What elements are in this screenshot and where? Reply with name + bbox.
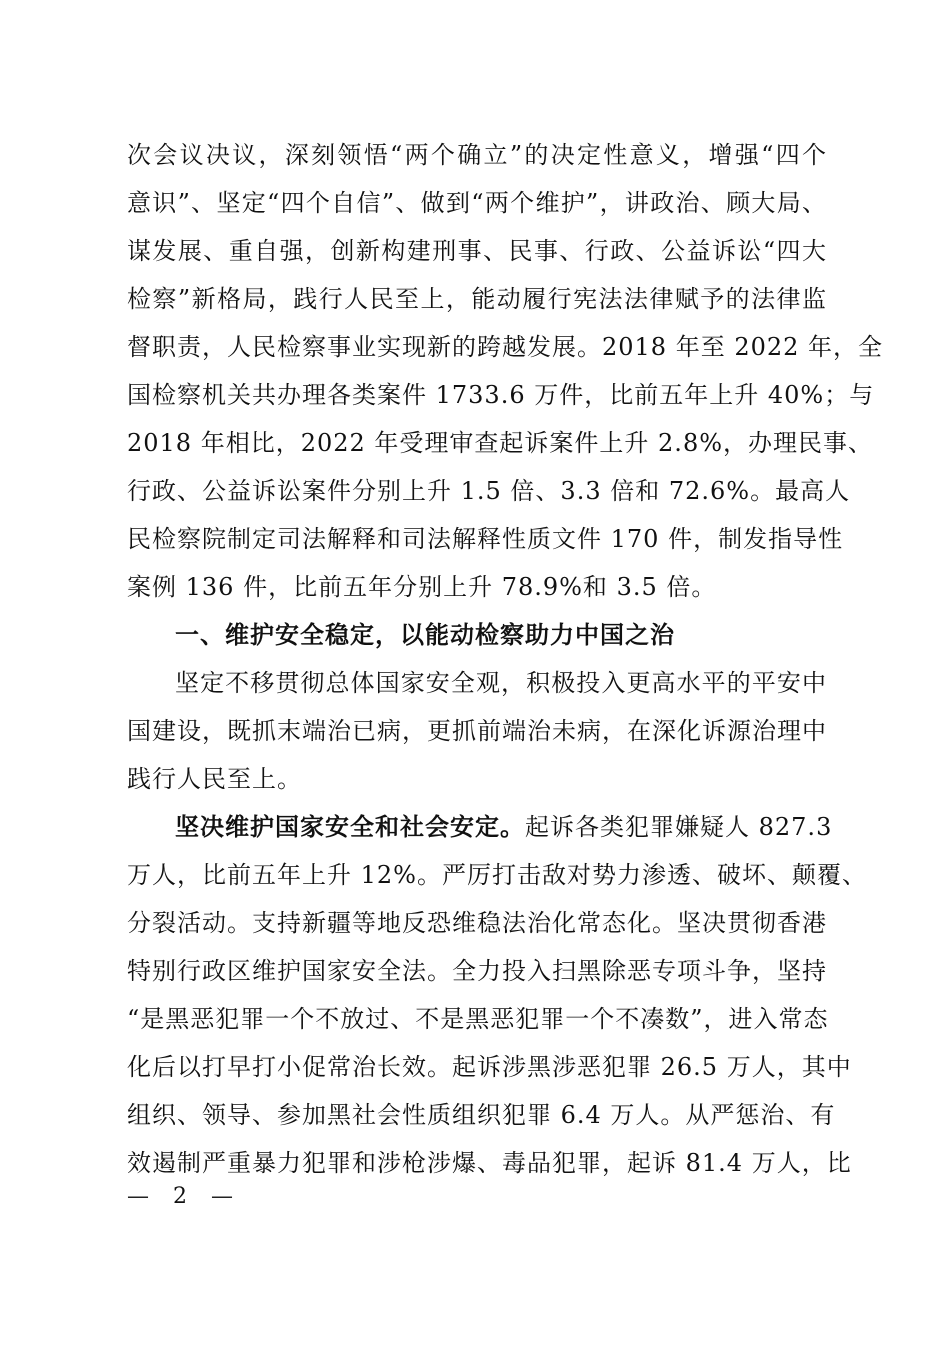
- text-line: 督职责，人民检察事业实现新的跨越发展。2018 年至 2022 年，全: [127, 333, 884, 361]
- text-line: 践行人民至上。: [127, 765, 302, 793]
- text-line-with-lead: [175, 803, 833, 851]
- text-line: 分裂活动。支持新疆等地反恐维稳法治化常态化。坚决贯彻香港: [127, 909, 827, 937]
- text-line: 特别行政区维护国家安全法。全力投入扫黑除恶专项斗争，坚持: [127, 957, 827, 985]
- text-line: 组织、领导、参加黑社会性质组织犯罪 6.4 万人。从严惩治、有: [127, 1101, 836, 1129]
- text-line: 意识”、坚定“四个自信”、做到“两个维护”，讲政治、顾大局、: [127, 189, 827, 217]
- page-footer: [127, 1182, 233, 1212]
- text-line: 民检察院制定司法解释和司法解释性质文件 170 件，制发指导性: [127, 525, 844, 553]
- text-line: “是黑恶犯罪一个不放过、不是黑恶犯罪一个不凑数”，进入常态: [127, 1005, 829, 1033]
- text-line: 坚定不移贯彻总体国家安全观，积极投入更高水平的平安中: [175, 669, 827, 697]
- text-line: 谋发展、重自强，创新构建刑事、民事、行政、公益诉讼“四大: [127, 237, 827, 265]
- text-line: 检察”新格局，践行人民至上，能动履行宪法法律赋予的法律监: [127, 285, 827, 313]
- section-heading: 一、维护安全稳定，以能动检察助力中国之治: [175, 621, 675, 649]
- text-line: 案例 136 件，比前五年分别上升 78.9%和 3.5 倍。: [127, 573, 717, 601]
- text-line: 万人，比前五年上升 12%。严厉打击敌对势力渗透、破坏、颠覆、: [127, 861, 867, 889]
- paragraph-lead: 坚决维护国家安全和社会安定。: [175, 813, 525, 841]
- text-line: 行政、公益诉讼案件分别上升 1.5 倍、3.3 倍和 72.6%。最高人: [127, 477, 851, 505]
- text-line: 效遏制严重暴力犯罪和涉枪涉爆、毒品犯罪，起诉 81.4 万人，比: [127, 1149, 852, 1177]
- text-line: 国检察机关共办理各类案件 1733.6 万件，比前五年上升 40%；与: [127, 381, 875, 409]
- text-line: 国建设，既抓末端治已病，更抓前端治未病，在深化诉源治理中: [127, 717, 827, 745]
- text-line: 化后以打早打小促常治长效。起诉涉黑涉恶犯罪 26.5 万人，其中: [127, 1053, 852, 1081]
- footer-dash-left: —: [127, 1184, 149, 1209]
- page-number: 2: [173, 1184, 187, 1209]
- text-line: 2018 年相比，2022 年受理审查起诉案件上升 2.8%，办理民事、: [127, 429, 874, 457]
- text-line: 次会议决议，深刻领悟“两个确立”的决定性意义，增强“四个: [127, 141, 827, 169]
- text-span: 起诉各类犯罪嫌疑人 827.3: [525, 813, 833, 841]
- footer-dash-right: —: [211, 1184, 233, 1209]
